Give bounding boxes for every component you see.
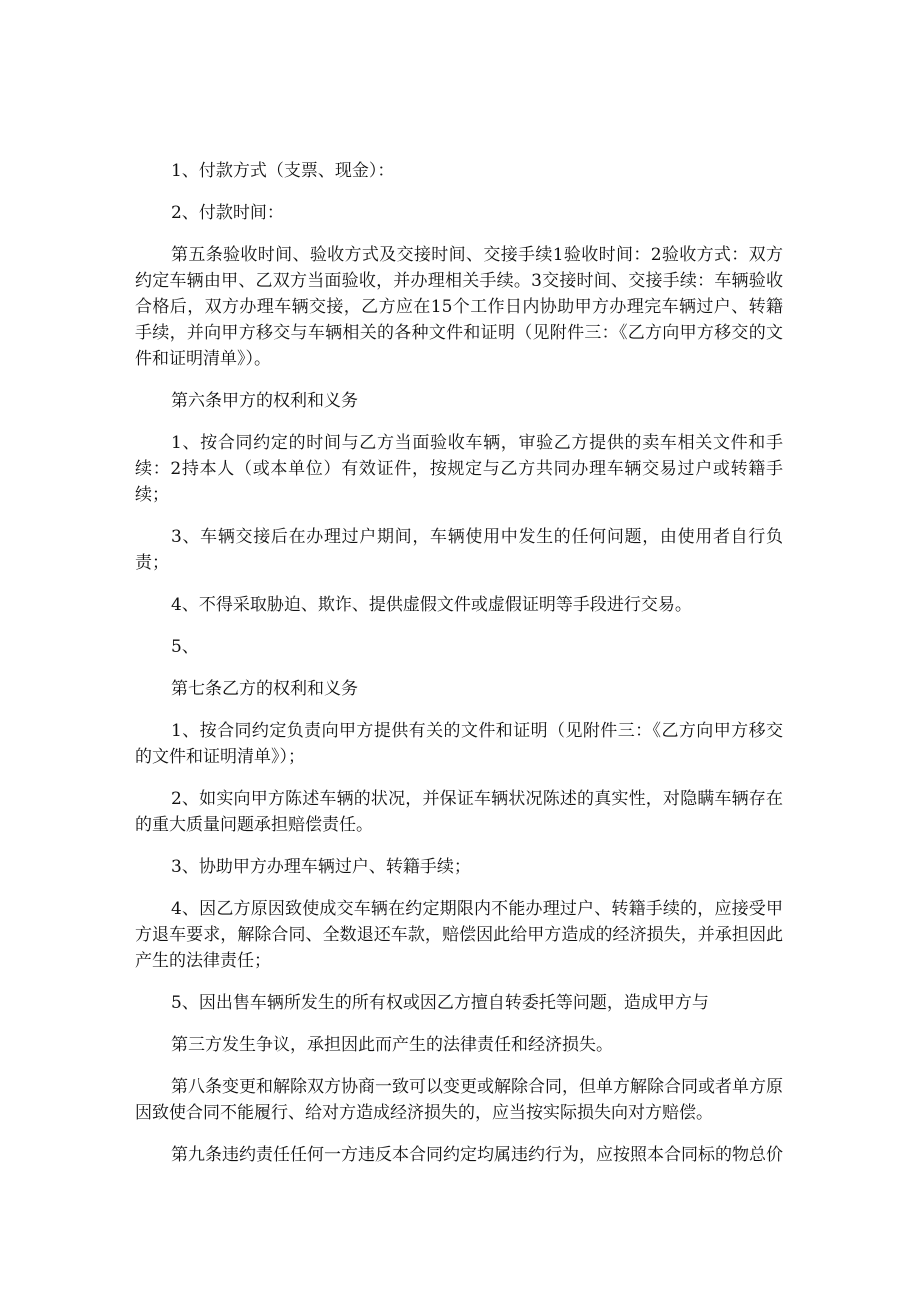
article-5-paragraph: 第五条验收时间、验收方式及交接时间、交接手续1验收时间：2验收方式：双方约定车辆由甲、乙双方当面验收，并办理相关手续。3交接时间、交接手续：车辆验收合格后，双方办理车辆交接，乙方应在15个工作日内协助甲方办理完车辆过户、转籍手续，并向甲方移交与车辆相关的各种文件和证明（见附件三：《乙方向甲方移交的文件和证明清单》）。 — [135, 245, 783, 369]
document-body — [135, 158, 783, 1184]
article-9-paragraph: 第九条违约责任任何一方违反本合同约定均属违约行为，应按照本合同标的物总价 — [171, 1145, 783, 1165]
article-7-item-1: 1、按合同约定负责向甲方提供有关的文件和证明（见附件三：《乙方向甲方移交的文件和证明清单》）； — [135, 721, 783, 767]
article-7-item-4: 4、因乙方原因致使成交车辆在约定期限内不能办理过户、转籍手续的，应接受甲方退车要求，解除合同、全数退还车款，赔偿因此给甲方造成的经济损失，并承担因此产生的法律责任； — [135, 899, 783, 971]
article-7-item-5: 5、因出售车辆所发生的所有权或因乙方擅自转委托等问题，造成甲方与 — [171, 993, 709, 1013]
article-6-item-1: 1、按合同约定的时间与乙方当面验收车辆，审验乙方提供的卖车相关文件和手续：2持本人（或本单位）有效证件，按规定与乙方共同办理车辆交易过户或转籍手续； — [135, 433, 783, 505]
article-6-heading: 第六条甲方的权利和义务 — [171, 391, 358, 411]
article-8-paragraph: 第八条变更和解除双方协商一致可以变更或解除合同，但单方解除合同或者单方原因致使合同不能履行、给对方造成经济损失的，应当按实际损失向对方赔偿。 — [135, 1077, 783, 1123]
payment-time-clause: 2、付款时间： — [171, 203, 284, 223]
article-6-item-5: 5、 — [171, 637, 199, 657]
article-7-heading: 第七条乙方的权利和义务 — [171, 679, 358, 699]
payment-method-clause: 1、付款方式（支票、现金）： — [171, 161, 395, 181]
article-7-item-3: 3、协助甲方办理车辆过户、转籍手续； — [171, 857, 471, 877]
article-7-item-2: 2、如实向甲方陈述车辆的状况，并保证车辆状况陈述的真实性，对隐瞒车辆存在的重大质量问题承担赔偿责任。 — [135, 789, 783, 835]
article-6-item-4: 4、不得采取胁迫、欺诈、提供虚假文件或虚假证明等手段进行交易。 — [171, 595, 692, 615]
article-6-item-3: 3、车辆交接后在办理过户期间，车辆使用中发生的任何问题，由使用者自行负责； — [135, 527, 783, 573]
article-7-item-5-continued: 第三方发生争议，承担因此而产生的法律责任和经济损失。 — [171, 1035, 613, 1055]
